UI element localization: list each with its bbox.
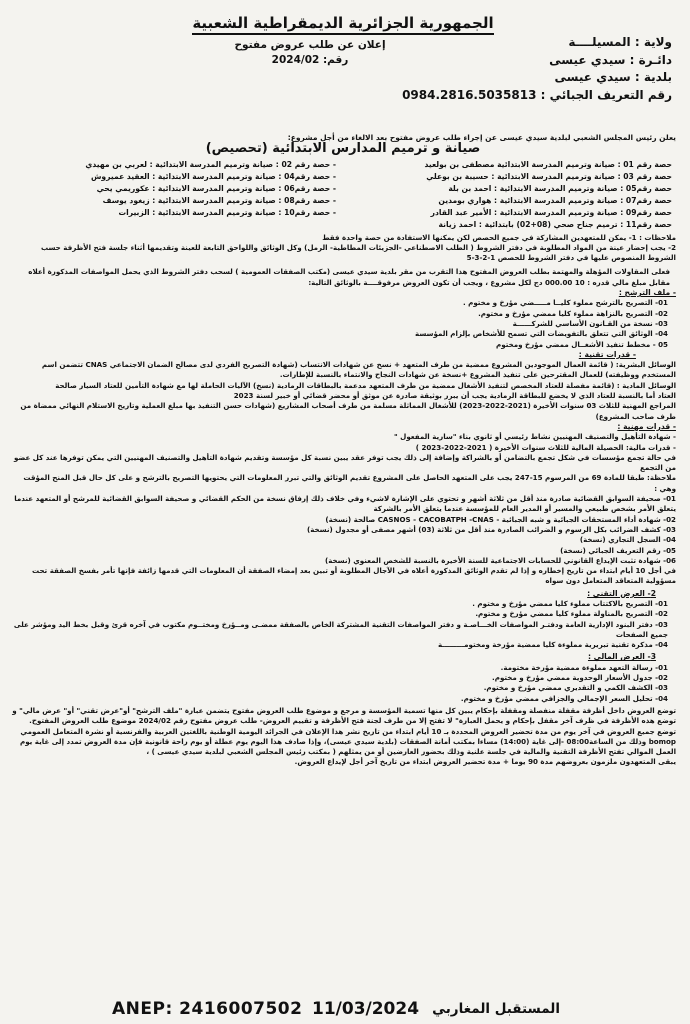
list-item: - شهادة التأهيل والتصنيف المهنيين نشاط رئيسي أو ثانوي بناء "سارية المفعول " xyxy=(394,432,676,442)
list-item: 01- التصريح بالترشح مملوء كليــا مـــــضي مؤرخ و مختوم . xyxy=(462,298,668,308)
list-item: 01- رسالة التعهد مملوءة ممضية مؤرخة مختومة. xyxy=(500,662,668,672)
list-item: الوسائل المادية : (قائمة مفصلة للعتاد المخصص لتنفيذ الأشغال ممضية من طرف المتعهد مدعمة بالبطاقات الرمادية (نسخ) الآليات الحاملة لها مع شهادة التأمين للعتاد السيار صالحة xyxy=(55,380,676,390)
daira-line: دائـرة : سيدي عيسى xyxy=(549,52,672,67)
professional-capacities-section xyxy=(10,422,676,587)
wilaya-line: ولاية : المسيلــــة xyxy=(568,35,672,50)
list-item: 05 - مخطط تنفيذ الأشغــال ممضي مؤرخ ومختوم xyxy=(496,339,668,349)
list-item: 01- التصريح بالاكتتاب مملوء كليا ممضي مؤرخ و مختوم . xyxy=(472,598,668,608)
note-item: 1- يمكن للمتعهدين المشاركة في جميع الحصص لكن يمكنها الاستفادة من حصة واحدة فقط xyxy=(322,232,637,242)
technical-offer-section xyxy=(10,589,676,651)
list-item: 04- السجل التجاري (نسخة) xyxy=(579,535,676,545)
list-item: في أجل 10 أيام ابتداء من تاريخ إخطاره و إذا لم تقدم الوثائق المذكورة أعلاه في الآجال المطلوبة أو تبين بعد إمضاء الصفقة أن المعلومات التي قدمها زائفة فإنها تأمر بفسخ الصفقة تحت مسؤولية المتعاقد المتعامل دون سواه xyxy=(31,566,676,586)
lot-item: - حصة رقم06 : صيانة وترميم المدرسة الابتدائية : عكوريمي يحي xyxy=(96,183,336,193)
newspaper-name: المستقبل المغاربي xyxy=(432,1000,560,1017)
notes-block xyxy=(10,233,676,264)
professional-capacities-title: - قدرات مهنية : xyxy=(617,421,676,431)
lot-item: حصة رقم07 : صيانة وترميم المدرسة الابتدائية : هواري بومدين xyxy=(438,195,672,205)
lot-item: - حصة رقم10 : صيانة وترميم المدرسة الابتدائية : الزبيرات xyxy=(118,207,336,217)
project-title: صيانة و ترميم المدارس الابتدائية (تحصيص) xyxy=(205,141,481,157)
lot-item: حصة رقم09 : صيانة وترميم المدرسة الابتدائية : الأمير عبد القادر xyxy=(430,207,672,217)
candidature-title: - ملف الترشح : xyxy=(618,288,676,298)
list-item: 04- مذكرة تقنية تبريرية مملوءة كليا ممضية مؤرخة ومختومـــــــــة xyxy=(438,640,668,650)
commune-line: بلدية : سيدي عيسى xyxy=(554,70,672,85)
technical-offer-title: 2- العرض التقني : xyxy=(587,588,656,598)
tax-id-line: رقم التعريف الجبائي : 0984.2816.5035813 xyxy=(402,87,672,102)
lot-item: حصة رقم 03 : صيانة وترميم المدرسة الابتدائية : حسيبة بن بوعلي xyxy=(426,171,672,181)
list-item: 02- التصريح بالمناولة مملوء كليا ممضي مؤرخ و مختوم. xyxy=(475,609,668,619)
list-item: 03- كشف الضرائب بكل الرسوم و الضرائب الصادرة منذ أقل من ثلاثة (03) أشهر مصفى أو مجدول (نسخة) xyxy=(306,524,676,534)
header-block xyxy=(10,34,676,108)
list-item: المراجع المهنية للثلاث 03 سنوات الأخيرة (2021-2022-2023) للأشغال المماثلة مسلمة من طرف أصحاب المشاريع (شهادات حسن التنفيذ بها مبلغ العملية وتاريخ الاستلام النهائي ممضاة من طرف صاحب المشروع) xyxy=(20,401,676,421)
lot-item: حصة رقم11 : ترميم جناح صحي (08+02) بابتدائية : احمد زيانة xyxy=(438,219,672,229)
announcement-box xyxy=(200,38,420,68)
eligibility-text: فعلى المقاولات المؤهلة والمهتمة بطلب العروض المفتوح هذا التقرب من مقر بلدية سيدي عيسى (مكتب الصفقات العمومية ) لسحب دفتر الشروط الذي يحمل المواصفات المذكورة أعلاه مقابل مبلغ مالي قدره : 10 000.00 دج لكل مشروع ، ويجب أن تكون العروض مرفوقــــة بالوثائق التالية: xyxy=(28,267,670,287)
list-item: 02- شهادة أداء المستحقات الجبائية و شبه الجبائية - CASNOS - CACOBATPH -CNAS صالحة (نسخة) xyxy=(325,514,676,524)
list-item: الوسائل البشرية: ( قائمة العمال الموجودين المشروع ممضية من طرف المتعهد + نسخ عن شهادات الانتساب (شهادة التصريح الفردي لدى مصالح الضمان الاجتماعي CNAS تتضمن اسم المستخدم ووظيفته) للعمال المقترحين على تنفيذ المشروع +نسخة عن شهادات النجاح والانتماء بالنسبة للإطارات. xyxy=(41,360,676,380)
lot-item: - حصة رقم04 : صيانة وترميم المدرسة الابتدائية : العقيد عميروش xyxy=(90,171,336,181)
footer-bar xyxy=(0,992,690,1019)
lot-item: - حصة رقم 02 : صيانة وترميم المدرسة الابتدائية : لعربي بن مهيدي xyxy=(85,159,336,169)
republic-title: الجمهورية الجزائرية الديمقراطية الشعبية xyxy=(10,0,676,28)
list-item: في حالة تجمع مؤسسات في شكل تجمع بالتضامن أو بالشراكة وإضافة إلى ذلك يجب توفر عقد يبين نسبة كل مؤسسة وتقديم شهادة التأهيل والتصنيف المهنيين التي يمكن توفرها عند كل عضو من التجمع xyxy=(14,452,676,473)
announcement-number: رقم: 2024/02 xyxy=(271,54,349,67)
notes-title: ملاحظات : xyxy=(639,232,676,242)
closing-section xyxy=(10,706,676,768)
publication-date: 11/03/2024 xyxy=(312,998,420,1019)
financial-offer-title: 3- العرض المالي : xyxy=(587,652,656,662)
list-item: 04- الوثائق التي تتعلق بالتفويضات التي تسمح للأشخاص بإلزام المؤسسة xyxy=(415,329,668,339)
list-item: ملاحظة: طبقا للمادة 69 من المرسوم 15-247 يجب على المتعهد الحاصل على المشروع تقديم الوثائق والتي تبرر المعلومات التي يحتويها التصريح بالترشح و على كل حال قبل المنح المؤقت وهي : xyxy=(23,473,676,493)
announcement-title: إعلان عن طلب عروض مفتوح xyxy=(234,39,386,52)
list-item: 02- التصريح بالنزاهة مملوء كليا ممضي مؤرخ و مختوم. xyxy=(478,308,668,318)
closing-paragraph: توضع العروض داخل أظرفة مقفلة منفصلة ومقفلة بإحكام يبين كل منها تسمية المؤسسة و مرجع و موضوع طلب العروض مفتوح يتضمن عبارة "ملف الترشح" أو"عرض تقني" أو" عرض مالي" و توضع هذه الأظرفة في ظرف آخر مقفل بإحكام و يحمل العبارة" لا تفتح إلا من طرف لجنة فتح الأظرفة و تقييم العروض- طلب عروض مفتوح رقم 2024/02 موضوع طلب العروض المفتوح. xyxy=(12,705,676,726)
list-item: 01- صحيفة السوابق القضائية صادرة منذ أقل من ثلاثة أشهر و تحتوي على الإشارة لاشيء وفي خلاف ذلك إرفاق نسخة من الحكم القضائي و صحيفة السوابق القضائية للمرشح أو المتعهد عندما يتعلق الأمر بشخص طبيعي والمسير أو المدير العام للمؤسسة عندما يتعلق الأمر بالشركة xyxy=(14,494,676,514)
closing-paragraph: توضع جميع العروض في آخر يوم من مدة تحضير العروض المحددة بـ 10 أيام ابتداء من تاريخ نشر هذا الإعلان في الجرائد اليومية الوطنية باللغتين العربية والفرنسية أو نشرة المتعامل العمومي bomop وذلك من الساعة08:00 -إلى غاية (14:00) مساءا بمكتب أمانة الصفقات (بلدية سيدي عيسى)، وإذا صادف هذا اليوم يوم عطلة أو يوم راحة قانونية فإن مدة العروض تمدد إلى غاية يوم العمل الموالي تفتح الأظرفة التقنية والمالية في جلسة علنية وذلك بحضور العارضين أو من يمثلهم ( بمكتب رئيس المجلس الشعبي لبلدية سيدي عيسى ) ، xyxy=(20,726,676,757)
closing-paragraph: يبقى المتعهدون ملزمون بعروضهم مدة 90 يوما + مدة تحضير العروض ابتداء من تاريخ آخر أجل لإيداع العروض. xyxy=(294,757,676,767)
list-item: 02- جدول الأسعار الوحدوية ممضي مؤرخ و مختوم. xyxy=(492,673,668,683)
list-item: 06- شهادة تثبت الإيداع القانوني للحسابات الاجتماعية للسنة الأخيرة بالنسبة للشخص المعنوي (نسخة) xyxy=(325,555,676,565)
list-item: 05- رقم التعريف الجبائي (نسخة) xyxy=(560,545,676,555)
lot-item: حصة رقم 01 : صيانة وترميم المدرسة الابتدائية مصطفى بن بولعيد xyxy=(424,159,672,169)
list-item: 03- نسخة من القـانون الأساسي للشركــــــة xyxy=(512,318,668,328)
lot-item: - حصة رقم08 : صيانة وترميم المدرسة الابتدائية : زيغود يوسف xyxy=(102,195,336,205)
list-item: العتاد أما بالنسبة للعتاد الذي لا يخضع للبطاقة الرمادية يجب أن يبرر بوثيقة صادرة عن موثق أو محضر قضائي أو خبير لسنة 2023 xyxy=(233,391,676,401)
list-item: 03- دفتر البنود الإدارية العامة ودفتـر المواصفات الخـــاصـة و دفتر المواصفات التقنية المشتركة الخاص بالصفقة ممضـى ومــؤرخ ومختــوم مكتوب في آخره قرئ وقبل بخط اليد ومؤشر على جميع الصفحات xyxy=(13,619,668,639)
lots-list xyxy=(10,159,676,231)
note-item: 2- يجب إحضار عينة من المواد المطلوبة في دفتر الشروط ( الطلب الاصطناعي -الجزيئات المطاطية- الرمل) وكل الوثائق واللواحق التابعة للعينة وتقديمها أثناء جلسة فتح الأظرفة حسب الشروط المنصوص عليها في دفتر الشروط للحصص 1-2-3-5 xyxy=(40,242,676,263)
candidature-section xyxy=(10,288,676,350)
lot-item: حصة رقم05 : صيانة وترميم المدرسة الابتدائية : احمد بن بلة xyxy=(448,183,672,193)
list-item: 04- تحليل السعر الإجمالي والجزافي ممضي مؤرخ و مختوم. xyxy=(460,693,668,703)
list-item: - قدرات مالية: الحصيلة المالية للثلاث سنوات الأخيرة ( 2021-2022-2023 ) xyxy=(415,442,676,452)
financial-offer-section xyxy=(10,652,676,703)
intro-text: يعلن رئيس المجلس الشعبي لبلدية سيدي عيسى عن إجراء طلب عروض مفتوح بعد الالغاء من أجل مشروع: xyxy=(287,133,676,143)
technical-capacities-section xyxy=(10,350,676,422)
list-item: 03- الكشف الكمي و التقديري ممضي مؤرخ و مختوم. xyxy=(483,683,668,693)
anep-reference: ANEP: 2416007502 xyxy=(112,998,303,1019)
technical-capacities-title: - قدرات تقنية : xyxy=(578,349,636,359)
